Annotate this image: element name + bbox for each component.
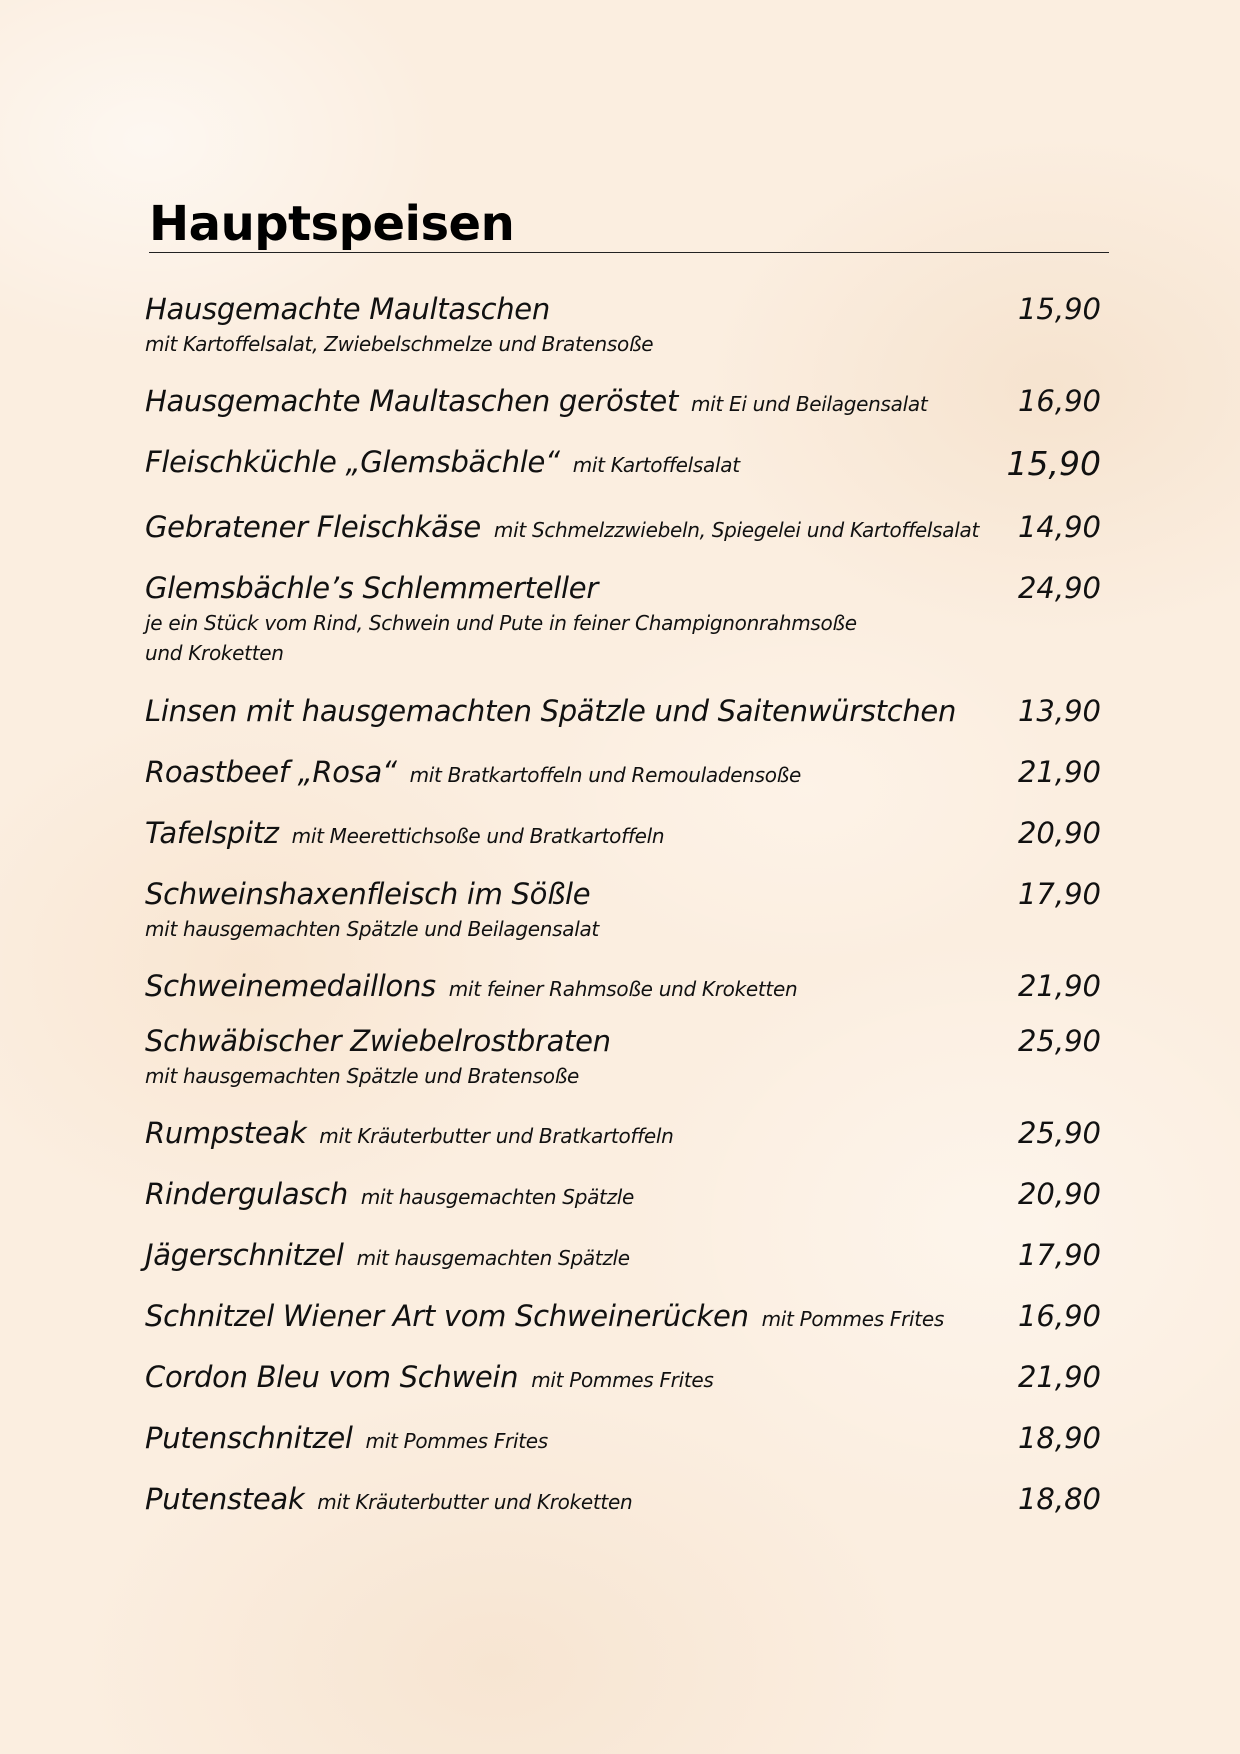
- dish-name: Jägerschnitzel: [145, 1238, 344, 1272]
- menu-item: [145, 381, 1101, 421]
- dish-side-note: mit hausgemachten Spätzle: [360, 1185, 635, 1209]
- menu-item: [145, 813, 1101, 853]
- dish-side-note: mit Kartoffelsalat: [572, 453, 740, 477]
- dish-price: 20,90: [1017, 1177, 1101, 1211]
- menu-item: [145, 1296, 1101, 1336]
- dish-name: Rumpsteak: [145, 1116, 307, 1150]
- dish-name: Putensteak: [145, 1482, 305, 1516]
- dish-description: mit hausgemachten Spätzle und Beilagensalat: [145, 917, 599, 941]
- dish-price: 24,90: [1017, 571, 1101, 605]
- dish-price: 13,90: [1017, 694, 1101, 728]
- dish-side-note: mit Meerettichsoße und Bratkartoffeln: [291, 824, 665, 848]
- dish-price: 15,90: [1006, 444, 1101, 483]
- title-underline: [149, 252, 1109, 253]
- menu-item: [145, 1479, 1101, 1519]
- dish-name: Roastbeef „Rosa“: [145, 755, 397, 789]
- dish-price: 25,90: [1017, 1116, 1101, 1150]
- menu-item: [145, 1235, 1101, 1275]
- dish-side-note: mit Kräuterbutter und Bratkartoffeln: [319, 1124, 674, 1148]
- dish-name: Putenschnitzel: [145, 1421, 353, 1455]
- menu-item: [145, 568, 1101, 668]
- menu-item: [145, 752, 1101, 792]
- menu-section-title: Hauptspeisen: [149, 196, 515, 252]
- dish-name: Glemsbächle’s Schlemmerteller: [145, 571, 598, 605]
- dish-price: 18,90: [1017, 1421, 1101, 1455]
- dish-name: Schweinshaxenfleisch im Sößle: [145, 877, 591, 911]
- menu-item: [145, 1357, 1101, 1397]
- menu-item: [145, 1113, 1101, 1153]
- dish-price: 14,90: [1017, 510, 1101, 544]
- menu-item: [145, 966, 1101, 1006]
- dish-price: 15,90: [1017, 292, 1101, 326]
- dish-name: Hausgemachte Maultaschen geröstet: [145, 384, 679, 418]
- dish-name: Hausgemachte Maultaschen: [145, 292, 550, 326]
- dish-price: 20,90: [1017, 816, 1101, 850]
- dish-price: 25,90: [1017, 1024, 1101, 1058]
- dish-name: Schwäbischer Zwiebelrostbraten: [145, 1024, 611, 1058]
- dish-price: 16,90: [1017, 384, 1101, 418]
- dish-name: Gebratener Fleischkäse: [145, 510, 481, 544]
- dish-name: Rindergulasch: [145, 1177, 348, 1211]
- dish-price: 21,90: [1017, 755, 1101, 789]
- dish-side-note: mit Bratkartoffeln und Remouladensoße: [409, 763, 801, 787]
- dish-price: 21,90: [1017, 969, 1101, 1003]
- dish-description: je ein Stück vom Rind, Schwein und Pute in feiner Champignonrahmsoße: [145, 611, 857, 635]
- menu-item: [145, 1174, 1101, 1214]
- dish-description: mit Kartoffelsalat, Zwiebelschmelze und Bratensoße: [145, 332, 654, 356]
- dish-price: 17,90: [1017, 1238, 1101, 1272]
- menu-item: [145, 442, 1101, 482]
- dish-side-note: mit Kräuterbutter und Kroketten: [317, 1490, 633, 1514]
- dish-price: 17,90: [1017, 877, 1101, 911]
- dish-side-note: mit feiner Rahmsoße und Kroketten: [448, 977, 798, 1001]
- dish-side-note: mit Pommes Frites: [531, 1368, 714, 1392]
- dish-price: 16,90: [1017, 1299, 1101, 1333]
- menu-item: [145, 1418, 1101, 1458]
- dish-name: Tafelspitz: [145, 816, 279, 850]
- dish-side-note: mit Ei und Beilagensalat: [690, 392, 928, 416]
- dish-description: mit hausgemachten Spätzle und Bratensoße: [145, 1064, 580, 1088]
- dish-name: Linsen mit hausgemachten Spätzle und Saitenwürstchen: [145, 694, 957, 728]
- dish-name: Cordon Bleu vom Schwein: [145, 1360, 519, 1394]
- dish-name: Schnitzel Wiener Art vom Schweinerücken: [145, 1299, 749, 1333]
- dish-price: 18,80: [1017, 1482, 1101, 1516]
- dish-description-continued: und Kroketten: [145, 641, 284, 665]
- menu-item: [145, 507, 1101, 547]
- dish-name: Schweinemedaillons: [145, 969, 436, 1003]
- dish-side-note: mit Pommes Frites: [365, 1429, 548, 1453]
- menu-item: [145, 874, 1101, 944]
- dish-price: 21,90: [1017, 1360, 1101, 1394]
- dish-side-note: mit Schmelzzwiebeln, Spiegelei und Kartoffelsalat: [493, 518, 979, 542]
- dish-name: Fleischküchle „Glemsbächle“: [145, 445, 560, 479]
- menu-item: [145, 1021, 1101, 1091]
- menu-item: [145, 289, 1101, 359]
- dish-side-note: mit hausgemachten Spätzle: [356, 1246, 630, 1270]
- menu-item: [145, 691, 1101, 731]
- dish-side-note: mit Pommes Frites: [761, 1307, 944, 1331]
